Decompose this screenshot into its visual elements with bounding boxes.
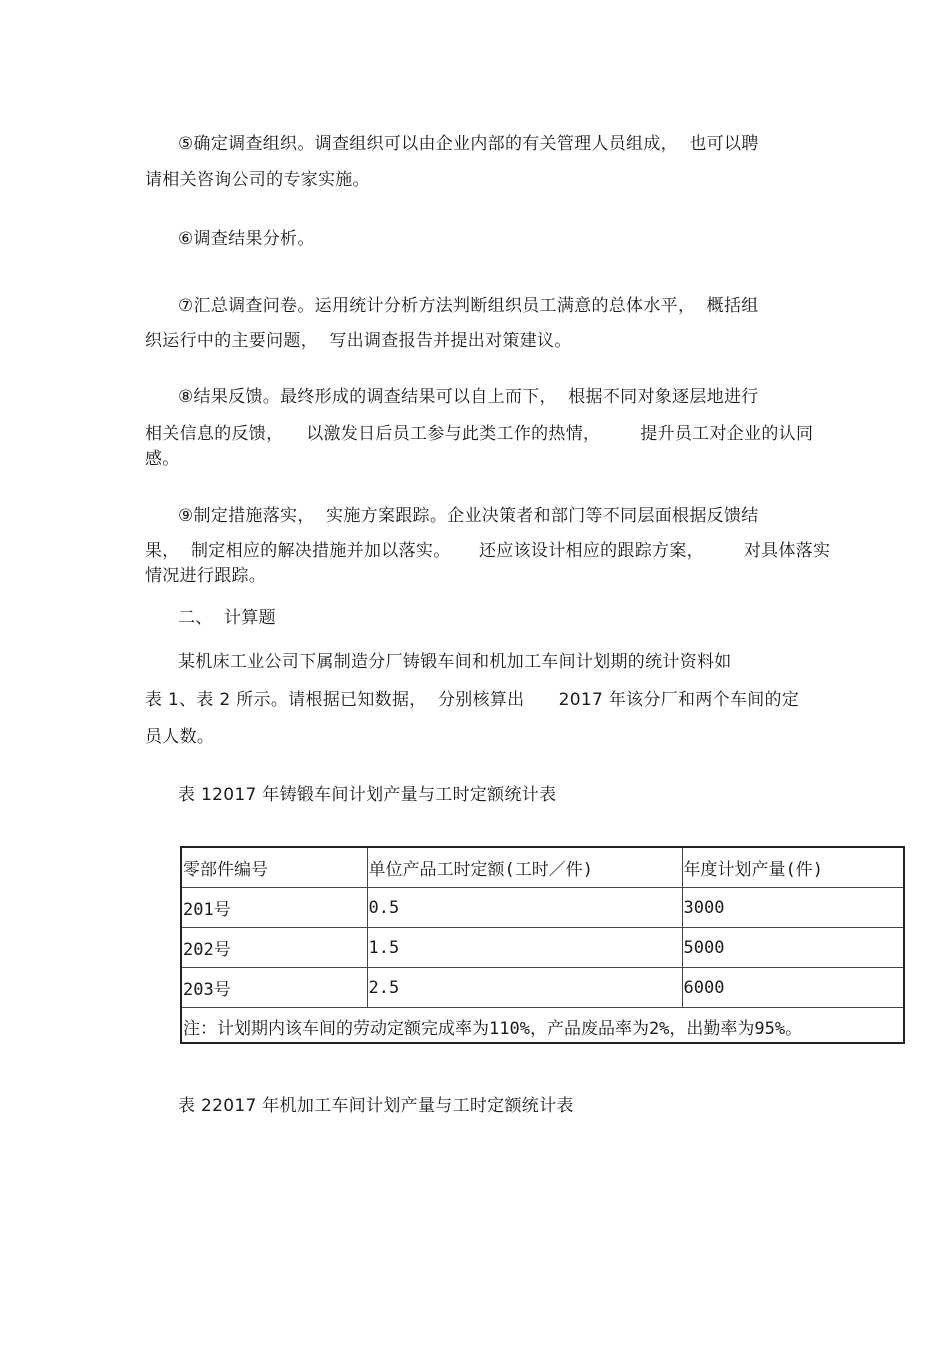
paragraph-8-line-3: 感。 xyxy=(145,449,180,469)
paragraph-9-line-3: 情况进行跟踪。 xyxy=(145,566,267,586)
table-cell-planned-output: 3000 xyxy=(682,888,903,928)
table-cell-planned-output: 5000 xyxy=(682,928,903,968)
table-row xyxy=(182,968,903,1008)
table-2-caption: 表 22017 年机加工车间计划产量与工时定额统计表 xyxy=(178,1096,574,1116)
table-row xyxy=(182,928,903,968)
table-cell-planned-output: 6000 xyxy=(682,968,903,1008)
table-cell-hours-quota: 1.5 xyxy=(367,928,682,968)
table-cell-hours-quota: 0.5 xyxy=(367,888,682,928)
paragraph-8-line-2: 相关信息的反馈， 以激发日后员工参与此类工作的热情， 提升员工对企业的认同 xyxy=(145,424,814,444)
table-header-cell: 年度计划产量(件) xyxy=(682,848,903,888)
problem-line-2: 表 1、表 2 所示。请根据已知数据， 分别核算出 2017 年该分厂和两个车间的定 xyxy=(145,690,800,710)
table-cell-part-number: 202号 xyxy=(182,928,367,968)
table-header-cell: 零部件编号 xyxy=(182,848,367,888)
problem-line-3: 员人数。 xyxy=(145,727,215,747)
table-1-grid xyxy=(182,848,903,1044)
section-heading: 二、 计算题 xyxy=(178,608,276,628)
paragraph-7-line-2: 织运行中的主要问题， 写出调查报告并提出对策建议。 xyxy=(145,331,572,351)
paragraph-5-line-2: 请相关咨询公司的专家实施。 xyxy=(145,170,370,190)
table-cell-part-number: 201号 xyxy=(182,888,367,928)
table-note-row xyxy=(182,1008,903,1045)
table-cell-part-number: 203号 xyxy=(182,968,367,1008)
paragraph-7-line-1: ⑦汇总调查问卷。运用统计分析方法判断组织员工满意的总体水平， 概括组 xyxy=(178,296,759,316)
problem-line-1: 某机床工业公司下属制造分厂铸锻车间和机加工车间计划期的统计资料如 xyxy=(178,652,732,672)
paragraph-9-line-2: 果， 制定相应的解决措施并加以落实。 还应该设计相应的跟踪方案， 对具体落实 xyxy=(145,541,831,561)
table-cell-hours-quota: 2.5 xyxy=(367,968,682,1008)
paragraph-5-line-1: ⑤确定调查组织。调查组织可以由企业内部的有关管理人员组成， 也可以聘 xyxy=(178,134,759,154)
paragraph-6-line-1: ⑥调查结果分析。 xyxy=(178,229,315,249)
table-1-caption: 表 12017 年铸锻车间计划产量与工时定额统计表 xyxy=(178,785,557,805)
table-note: 注：计划期内该车间的劳动定额完成率为110%，产品废品率为2%，出勤率为95%。 xyxy=(182,1008,903,1045)
table-header-row xyxy=(182,848,903,888)
table-header-cell: 单位产品工时定额(工时／件) xyxy=(367,848,682,888)
paragraph-8-line-1: ⑧结果反馈。最终形成的调查结果可以自上而下， 根据不同对象逐层地进行 xyxy=(178,387,759,407)
table-row xyxy=(182,888,903,928)
table-1 xyxy=(180,846,905,1044)
paragraph-9-line-1: ⑨制定措施落实， 实施方案跟踪。企业决策者和部门等不同层面根据反馈结 xyxy=(178,506,759,526)
